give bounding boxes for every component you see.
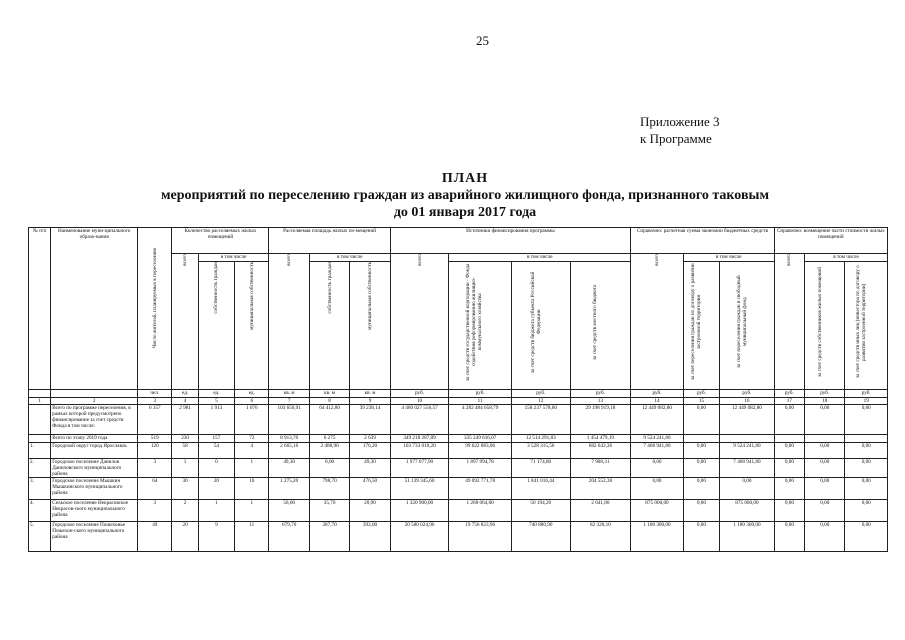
row-value: 20 580 024,96 (390, 522, 449, 552)
row-value: 6 275 (309, 435, 349, 443)
row-value: 20 (172, 522, 198, 552)
units-row (29, 390, 888, 398)
row-value: 3 (138, 500, 172, 522)
row-value: 0,00 (720, 478, 775, 500)
header-local-funds (570, 262, 631, 390)
row-number: 2. (29, 459, 51, 478)
row-value: 9 524 241,80 (631, 435, 684, 443)
row-value: 6 357 (138, 405, 172, 435)
header-area-total-text: всего (286, 254, 293, 266)
row-value: 0,00 (683, 522, 719, 552)
row-value: 71 174,80 (511, 459, 570, 478)
unit-cell: кв. м (269, 390, 309, 398)
row-value: 740 880,90 (511, 522, 570, 552)
header-area-incl: в том числе (309, 254, 390, 262)
unit-cell: руб. (774, 390, 804, 398)
row-value: 12 449 082,80 (720, 405, 775, 435)
row-value: 1 (172, 459, 198, 478)
header-reimb-other (845, 262, 888, 390)
title-line1: ПЛАН (441, 171, 489, 186)
col-num: 9 (350, 398, 390, 405)
unit-cell: руб. (805, 390, 845, 398)
header-reimb-other-text: за счет средств иных лиц (инвестора по договору о развитии застроенной территории) (855, 265, 868, 379)
unit-cell: ед. (198, 390, 234, 398)
table-row (29, 443, 888, 459)
header-local-funds-text: за счет средств местного бюджета (592, 284, 599, 360)
row-value: 0,00 (805, 500, 845, 522)
row-value: 0,00 (774, 405, 804, 435)
unit-cell: руб. (845, 390, 888, 398)
unit-cell: кв. м (309, 390, 349, 398)
unit-cell: ед. (235, 390, 269, 398)
row-value: 0,00 (845, 522, 888, 552)
row-value: 0,00 (774, 522, 804, 552)
row-value: 50 194,20 (511, 500, 570, 522)
row-value: 0,00 (683, 500, 719, 522)
row-number: 1. (29, 443, 51, 459)
row-value: 176,20 (350, 443, 390, 459)
row-value: 4 282 484 658,79 (449, 405, 512, 435)
row-value: 9 524 241,80 (720, 443, 775, 459)
header-reimb-group: Справочно: возмещение части стоимости жилых помещений (774, 228, 887, 254)
row-name: Всего по программе переселения, в рамках которой предусмотрено финансирование за счет средств Фонда в том числе: (51, 405, 138, 435)
header-area-total (269, 254, 309, 390)
header-reimb-owner (805, 262, 845, 390)
table-row (29, 459, 888, 478)
row-name: Городское поселение Данилов Даниловского муниципального района (51, 459, 138, 478)
row-value: 82 320,10 (570, 522, 631, 552)
row-value: 29 198 919,18 (570, 405, 631, 435)
row-value: 2 488,90 (309, 443, 349, 459)
col-num: 8 (309, 398, 349, 405)
row-value: 12 514 291,83 (511, 435, 570, 443)
row-value (720, 435, 775, 443)
header-reimb-incl: в том числе (805, 254, 888, 262)
row-value: 349 218 287,89 (390, 435, 449, 443)
row-value: 12 449 082,80 (631, 405, 684, 435)
row-value (845, 435, 888, 443)
header-area-municipal (350, 262, 390, 390)
row-value: 158 237 578,60 (511, 405, 570, 435)
row-number (29, 405, 51, 435)
row-value: 103 650,91 (269, 405, 309, 435)
col-num: 19 (845, 398, 888, 405)
row-value: 0,00 (805, 443, 845, 459)
header-qty-municipal-text: муниципальная собственность (248, 262, 255, 330)
row-value: 11 (235, 522, 269, 552)
header-region-funds-text: за счет средств бюджета субъекта Российской Федерации (529, 271, 542, 373)
row-value: 4 460 027 556,57 (390, 405, 449, 435)
row-value: 3 528 315,56 (511, 443, 570, 459)
row-name: Сельское поселение Некрасовское Некрасов-ского муниципального района (51, 500, 138, 522)
appendix-note (640, 113, 720, 147)
unit-cell: руб. (511, 390, 570, 398)
row-value: 73 (235, 435, 269, 443)
row-number: 5. (29, 522, 51, 552)
unit-cell: руб. (570, 390, 631, 398)
unit-cell: кв. м (350, 390, 390, 398)
row-value (805, 435, 845, 443)
row-value: 64 (138, 478, 172, 500)
header-area-citizens-text: собственность граждан (326, 262, 333, 314)
header-savings-total-text: всего (653, 254, 660, 266)
row-value: 120 (138, 443, 172, 459)
title-line3: до 01 января 2017 года (393, 205, 537, 220)
row-value: 9 (198, 522, 234, 552)
header-sources-total-text: всего (416, 254, 423, 266)
row-value: 1 913 (198, 405, 234, 435)
row-value: 682 643,36 (570, 443, 631, 459)
col-num: 18 (805, 398, 845, 405)
row-value: 54 (198, 443, 234, 459)
row-value: 0,00 (631, 459, 684, 478)
row-value: 1 (198, 500, 234, 522)
row-value: 1 (235, 459, 269, 478)
col-num: 14 (631, 398, 684, 405)
col-num: 15 (683, 398, 719, 405)
row-value: 4 (235, 443, 269, 459)
row-number (29, 435, 51, 443)
row-value: 519 (138, 435, 172, 443)
header-qty-incl: в том числе (198, 254, 269, 262)
row-value: 39 238,14 (350, 405, 390, 435)
header-residents (138, 228, 172, 390)
col-num: 3 (138, 398, 172, 405)
row-name: Всего по этапу 2019 года (51, 435, 138, 443)
header-qty-municipal (235, 262, 269, 390)
row-name: Городской округ город Ярославль (51, 443, 138, 459)
page-number: 25 (476, 33, 489, 48)
row-value: 1 977 077,90 (390, 459, 449, 478)
unit-cell: руб. (390, 390, 449, 398)
header-region-funds (511, 262, 570, 390)
header-name: Наименование муни-ципального образо-вания (51, 228, 138, 390)
unit-cell: руб. (683, 390, 719, 398)
row-value: 0,00 (631, 478, 684, 500)
header-fund-funds-text: за счет средств государственной корпорации - Фонда содействия реформированию жилищно-коммунального хозяйства (465, 263, 484, 381)
header-savings-free (720, 262, 775, 390)
row-value: 0,00 (774, 443, 804, 459)
row-value: 0 (198, 459, 234, 478)
table-row (29, 522, 888, 552)
col-num: 2 (51, 398, 138, 405)
row-value: 0,00 (805, 405, 845, 435)
row-value: 3 (138, 459, 172, 478)
header-area-group: Расселяемая площадь жилых по-мещений (269, 228, 390, 254)
col-num: 6 (235, 398, 269, 405)
row-value: 476,50 (350, 478, 390, 500)
document-title (120, 170, 810, 221)
row-value: 0,00 (845, 443, 888, 459)
col-num: 12 (511, 398, 570, 405)
header-reimb-total (774, 254, 804, 390)
header-qty-group: Количество расселяемых жилых помещений (172, 228, 269, 254)
header-qty-citizens (198, 262, 234, 390)
row-value: 2 981 (172, 405, 198, 435)
row-value: 1 180 300,00 (631, 522, 684, 552)
header-sources-group: Источники финансирования программы (390, 228, 630, 254)
table-row (29, 500, 888, 522)
row-value: 49 092 771,78 (449, 478, 512, 500)
row-value: 99 622 083,06 (449, 443, 512, 459)
unit-cell: руб. (631, 390, 684, 398)
row-value: 103 733 010,20 (390, 443, 449, 459)
row-value: 230 (172, 435, 198, 443)
header-savings-total (631, 254, 684, 390)
row-value: 1 275,20 (269, 478, 309, 500)
header-sources-total (390, 254, 449, 390)
resettlement-plan-table (28, 227, 888, 552)
row-value: 0,00 (683, 459, 719, 478)
row-value: 35,70 (309, 500, 349, 522)
col-num: 4 (172, 398, 198, 405)
row-value: 0,00 (683, 478, 719, 500)
row-value: 204 552,38 (570, 478, 631, 500)
row-value: 798,70 (309, 478, 349, 500)
row-value: 49,30 (269, 459, 309, 478)
row-value: 0,00 (845, 500, 888, 522)
row-value: 10 (235, 478, 269, 500)
row-value: 49,30 (350, 459, 390, 478)
unit-cell: ед. (172, 390, 198, 398)
row-value: 392,00 (350, 522, 390, 552)
row-name: Городское поселение Пошехонье Пошехон-ского муниципального района (51, 522, 138, 552)
row-value: 679,70 (269, 522, 309, 552)
header-no: № п/п (29, 228, 51, 390)
row-value: 20 (198, 478, 234, 500)
col-num: 10 (390, 398, 449, 405)
header-area-municipal-text: муниципальная собственность (367, 262, 373, 330)
col-num: 13 (570, 398, 631, 405)
row-value: 19 756 823,96 (449, 522, 512, 552)
row-value: 0,00 (774, 500, 804, 522)
row-value: 1 897 994,78 (449, 459, 512, 478)
row-value: 51 139 345,60 (390, 478, 449, 500)
row-value: 0,00 (774, 478, 804, 500)
row-value: 0,00 (683, 443, 719, 459)
header-qty-total-text: всего (182, 254, 189, 266)
row-value: 20,90 (350, 500, 390, 522)
row-value: 287,70 (309, 522, 349, 552)
row-value: 0,00 (805, 522, 845, 552)
row-value: 2 641,80 (570, 500, 631, 522)
row-value: 1 841 016,44 (511, 478, 570, 500)
row-value: 7 908,31 (570, 459, 631, 478)
row-value (683, 435, 719, 443)
col-num: 16 (720, 398, 775, 405)
row-name: Городское поселение Мышкин Мышкинского муниципального района (51, 478, 138, 500)
header-qty-total (172, 254, 198, 390)
unit-cell: руб. (720, 390, 775, 398)
table-row (29, 405, 888, 435)
row-value: 0,00 (805, 459, 845, 478)
row-value: 1 180 300,00 (720, 522, 775, 552)
header-savings-dev-text: за счет переселения граждан по договору о развитии застроенной территории (690, 263, 703, 381)
col-num: 11 (449, 398, 512, 405)
column-numbers-row (29, 398, 888, 405)
row-number: 3. (29, 478, 51, 500)
header-savings-dev (683, 262, 719, 390)
row-value: 0,00 (774, 459, 804, 478)
row-value: 2 (172, 500, 198, 522)
row-value (774, 435, 804, 443)
row-value: 7 468 941,80 (631, 443, 684, 459)
row-value: 875 000,00 (631, 500, 684, 522)
row-value: 1 076 (235, 405, 269, 435)
row-value: 0,00 (309, 459, 349, 478)
row-value: 1 320 900,00 (390, 500, 449, 522)
header-qty-citizens-text: собственность граждан (213, 262, 220, 314)
table-row (29, 478, 888, 500)
row-value: 157 (198, 435, 234, 443)
row-value: 56,60 (269, 500, 309, 522)
row-value: 7 468 941,80 (720, 459, 775, 478)
row-value: 0,00 (845, 405, 888, 435)
appendix-line2: к Программе (640, 131, 712, 146)
header-reimb-total-text: всего (786, 254, 793, 266)
row-value: 2 639 (350, 435, 390, 443)
row-value: 335 249 616,07 (449, 435, 512, 443)
row-value: 8 913,70 (269, 435, 309, 443)
row-value: 58 (172, 443, 198, 459)
row-value: 875 000,00 (720, 500, 775, 522)
row-value: 49 (138, 522, 172, 552)
row-value: 64 412,80 (309, 405, 349, 435)
header-sources-incl: в том числе (449, 254, 631, 262)
table-body (29, 405, 888, 552)
col-num: 17 (774, 398, 804, 405)
row-value: 30 (172, 478, 198, 500)
table-row (29, 435, 888, 443)
row-value: 0,00 (805, 478, 845, 500)
row-value: 2 665,16 (269, 443, 309, 459)
row-value: 1 (235, 500, 269, 522)
row-value: 0,00 (845, 478, 888, 500)
header-fund-funds (449, 262, 512, 390)
header-savings-group: Справочно: расчетная сумма экономии бюджетных средств (631, 228, 775, 254)
title-line2: мероприятий по переселению граждан из аварийного жилищного фонда, признанного таковым (161, 188, 769, 203)
appendix-line1: Приложение 3 (640, 114, 720, 129)
header-savings-free-text: за счет переселения граждан в свободный муниципальный фонд (735, 275, 748, 369)
unit-cell: руб. (449, 390, 512, 398)
col-num: 5 (198, 398, 234, 405)
unit-cell: чел. (138, 390, 172, 398)
header-residents-text: Число жителей, планируемых к переселению (151, 247, 158, 349)
row-value: 0,00 (683, 405, 719, 435)
header-area-citizens (309, 262, 349, 390)
row-number: 4. (29, 500, 51, 522)
header-reimb-owner-text: за счет средств собственников жилых помещений (816, 267, 823, 377)
col-num: 1 (29, 398, 51, 405)
row-value: 1 268 064,00 (449, 500, 512, 522)
header-savings-incl: в том числе (683, 254, 774, 262)
col-num: 7 (269, 398, 309, 405)
row-value: 1 454 479,19 (570, 435, 631, 443)
row-value: 0,00 (845, 459, 888, 478)
